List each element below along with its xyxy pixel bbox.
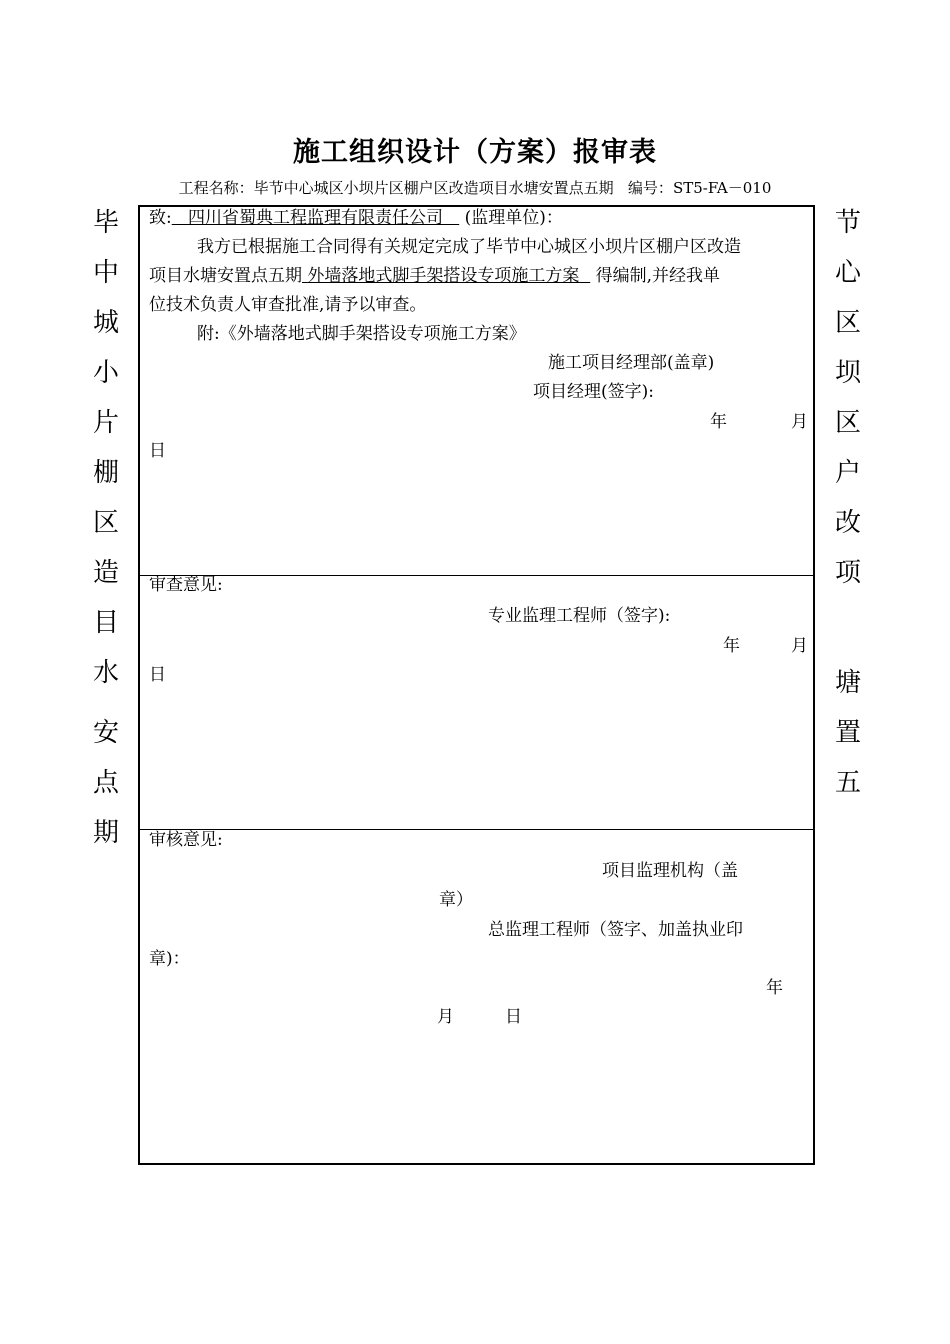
body-line-1: 我方已根据施工合同得有关规定完成了毕节中心城区小坝片区棚户区改造 [197,237,741,257]
chief-sign-line-1: 总监理工程师（签字、加盖执业印 [488,920,743,940]
side-char: 棚 [92,458,119,488]
side-char: 五 [834,768,861,798]
side-char: 点 [92,768,119,798]
review-section [140,575,813,830]
day-label: 日 [149,441,166,461]
org-seal-line-1: 项目监理机构（盖 [602,861,738,881]
manager-sign-line: 项目经理(签字): [533,382,654,402]
attachment-line: 附:《外墙落地式脚手架搭设专项施工方案》 [197,324,526,344]
side-char: 安 [92,718,119,748]
side-char: 小 [92,358,119,388]
side-char: 区 [834,408,861,438]
org-seal-line-2: 章） [439,890,473,910]
side-char: 区 [92,508,119,538]
engineer-sign-line: 专业监理工程师（签字): [488,606,671,626]
recipient-name: 四川省蜀典工程监理有限责任公司 [187,208,443,228]
day-label: 日 [149,665,166,685]
audit-section [140,829,813,1163]
chief-sign-line-2: 章)： [149,949,190,969]
month-label: 月 [437,1007,454,1027]
audit-label: 审核意见: [149,830,223,850]
month-label: 月 [791,412,808,432]
day-label: 日 [505,1007,522,1027]
side-char: 期 [92,818,119,848]
right-side-vertical-text [828,198,868,808]
side-char: 城 [92,308,119,338]
year-label: 年 [723,636,740,656]
year-label: 年 [766,978,783,998]
to-label: 致: [149,208,172,228]
side-char: 目 [92,608,119,638]
plan-name: 外墙落地式脚手架搭设专项施工方案 [307,266,580,286]
project-label: 工程名称： [178,179,254,197]
side-char: 心 [834,258,861,288]
side-char: 中 [92,258,119,288]
year-label: 年 [710,412,727,432]
month-label: 月 [791,636,808,656]
page-title: 施工组织设计（方案）报审表 [293,137,657,168]
side-char: 节 [834,208,861,238]
side-char: 片 [92,408,119,438]
review-label: 审查意见: [149,575,223,595]
approval-form [138,205,815,1165]
project-name: 毕节中心城区小坝片区棚户区改造项目水塘安置点五期 [253,179,614,197]
side-char: 户 [834,458,861,488]
submission-section [140,207,813,576]
side-char: 区 [834,308,861,338]
side-char: 置 [834,718,861,748]
side-char: 坝 [834,358,861,388]
dept-seal-line: 施工项目经理部(盖章) [548,353,715,373]
body-line-3: 位技术负责人审查批准,请予以审查。 [149,295,427,315]
left-side-vertical-text [86,198,126,858]
recipient-suffix: (监理单位)： [464,208,563,228]
project-info-line [0,177,950,198]
body-line-2: 项目水塘安置点五期 外墙落地式脚手架搭设专项施工方案 得编制,并经我单 [149,266,721,286]
side-char: 造 [92,558,119,588]
code-label: 编号： [627,179,673,197]
side-char: 塘 [834,668,861,698]
side-char: 毕 [92,208,119,238]
side-char: 水 [92,658,119,688]
recipient-line [149,204,563,232]
side-char: 改 [834,508,861,538]
side-char: 项 [834,558,861,588]
code-value: ST5-FA－010 [672,179,772,197]
